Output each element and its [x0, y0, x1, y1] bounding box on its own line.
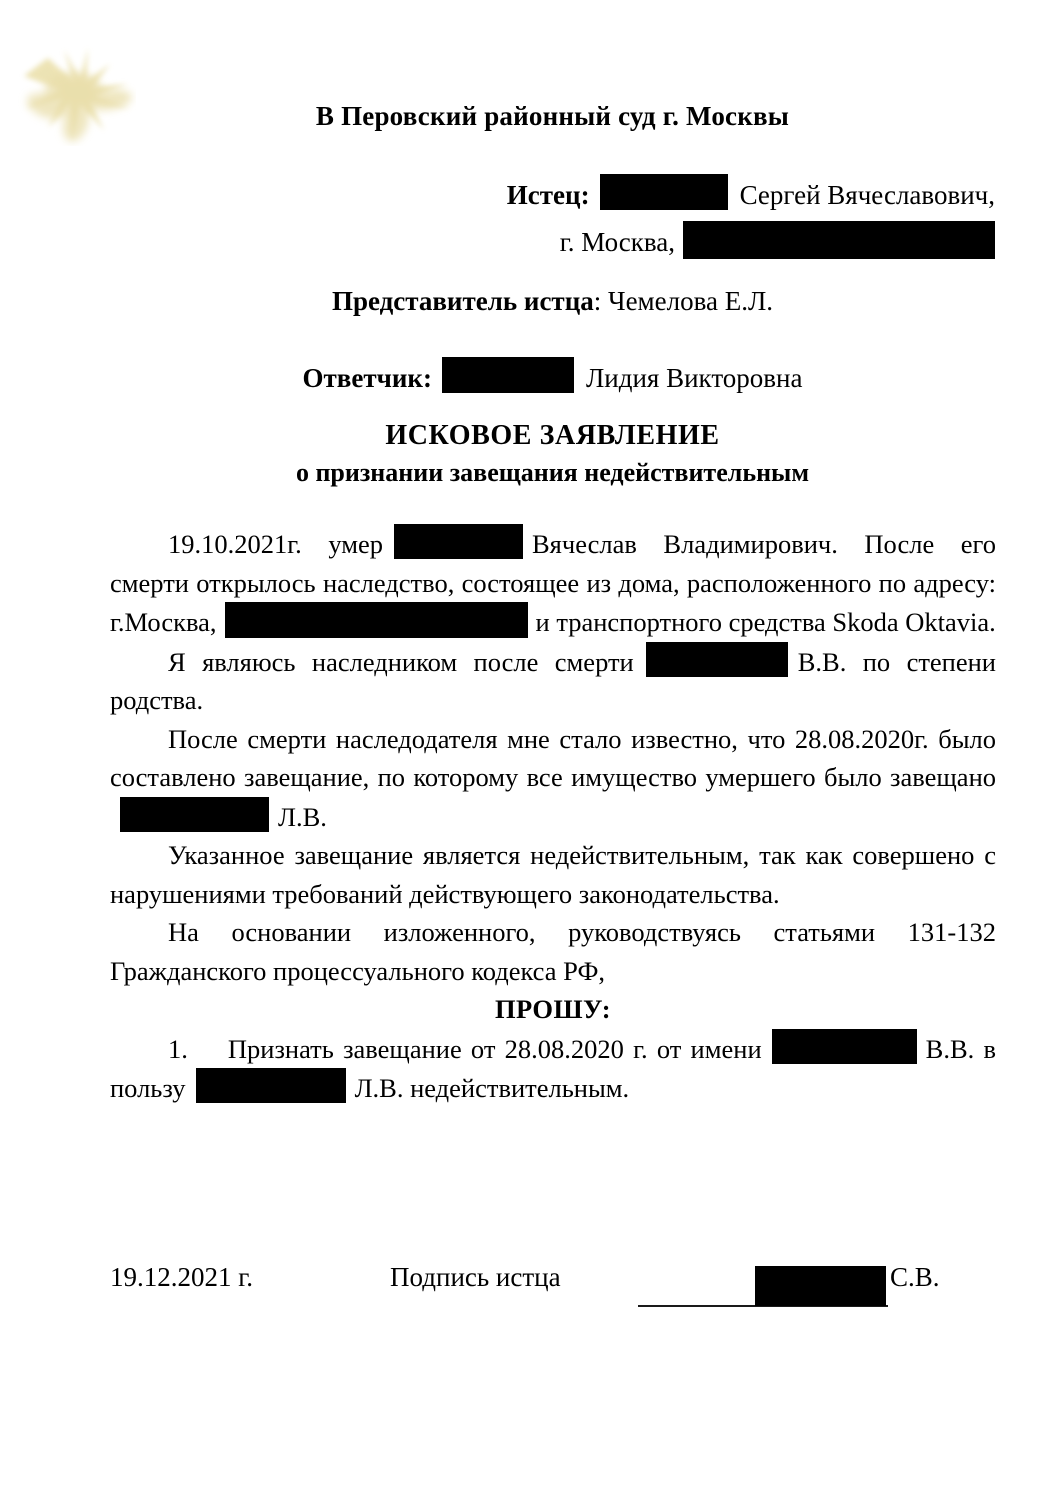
representative-label: Представитель истца — [331, 286, 594, 316]
document-subtitle: о признании завещания недействительным — [295, 458, 810, 487]
paragraph-1 — [110, 524, 996, 642]
defendant-name: Лидия Викторовна — [585, 363, 803, 393]
p1-part-a: 19.10.2021г. умер — [168, 529, 383, 559]
request-heading: ПРОШУ: — [494, 994, 612, 1024]
redaction-bar-defendant-surname — [442, 357, 574, 393]
redaction-bar-heir-surname-2 — [196, 1068, 346, 1103]
request-item-1 — [110, 1029, 996, 1108]
redaction-bar-heir-surname-1 — [120, 797, 269, 832]
document-body — [110, 524, 996, 1108]
court-title: В Перовский районный суд г. Москвы — [315, 101, 790, 131]
request-item-1-number: 1. — [168, 1033, 188, 1064]
request-item-1-text-a: Признать завещание от 28.08.2020 г. от имени — [227, 1033, 762, 1064]
redaction-bar-deceased-surname-2 — [646, 642, 788, 677]
redaction-bar-deceased-surname-1 — [394, 524, 523, 559]
plaintiff-block — [110, 172, 995, 266]
p1-part-b: Вячеслав Владимирович. После его смерти открылось наследство, состоящее из дома, расположенного по адресу: г.Москва, — [110, 529, 996, 637]
p1-part-c: и транспортного средства Skoda Oktavia. — [535, 607, 996, 637]
document-title: ИСКОВОЕ ЗАЯВЛЕНИЕ — [385, 420, 720, 451]
p3-part-b: Л.В. — [278, 801, 327, 832]
plaintiff-city: г. Москва, — [559, 227, 675, 257]
plaintiff-label: Истец: — [506, 180, 590, 210]
plaintiff-name: Сергей Вячеславович, — [739, 180, 995, 210]
paragraph-4: Указанное завещание является недействительным, так как совершено с нарушениями требований действующего законодательства. — [110, 840, 996, 909]
request-item-1-text-b: В.В. в пользу — [110, 1033, 996, 1103]
defendant-label: Ответчик: — [302, 363, 432, 393]
p3-part-a: После смерти наследодателя мне стало известно, что 28.08.2020г. было составлено завещание, по которому все имущество умершего было завещано — [110, 723, 996, 792]
signature-initials: С.В. — [890, 1262, 940, 1292]
paragraph-3 — [110, 720, 996, 837]
p2-part-b: В.В. по степени родства. — [110, 646, 996, 715]
representative-value: : Чемелова Е.Л. — [593, 286, 774, 316]
p2-part-a: Я являюсь наследником после смерти — [168, 646, 634, 677]
redaction-bar-plaintiff-address — [683, 221, 995, 259]
footer-date: 19.12.2021 г. — [110, 1262, 254, 1292]
defendant-line — [110, 357, 995, 394]
representative-line — [110, 286, 995, 317]
paragraph-5: На основании изложенного, руководствуясь статьями 131-132 Гражданского процессуального кодекса РФ, — [110, 917, 996, 986]
redaction-bar-testator-surname — [772, 1029, 917, 1064]
redaction-bar-signature — [755, 1266, 886, 1306]
redaction-bar-house-address — [225, 602, 528, 638]
request-item-1-text-c: Л.В. недействительным. — [354, 1073, 630, 1103]
paragraph-2 — [110, 642, 996, 720]
redaction-bar-plaintiff-surname — [600, 174, 728, 210]
signature-label: Подпись истца — [390, 1262, 561, 1292]
